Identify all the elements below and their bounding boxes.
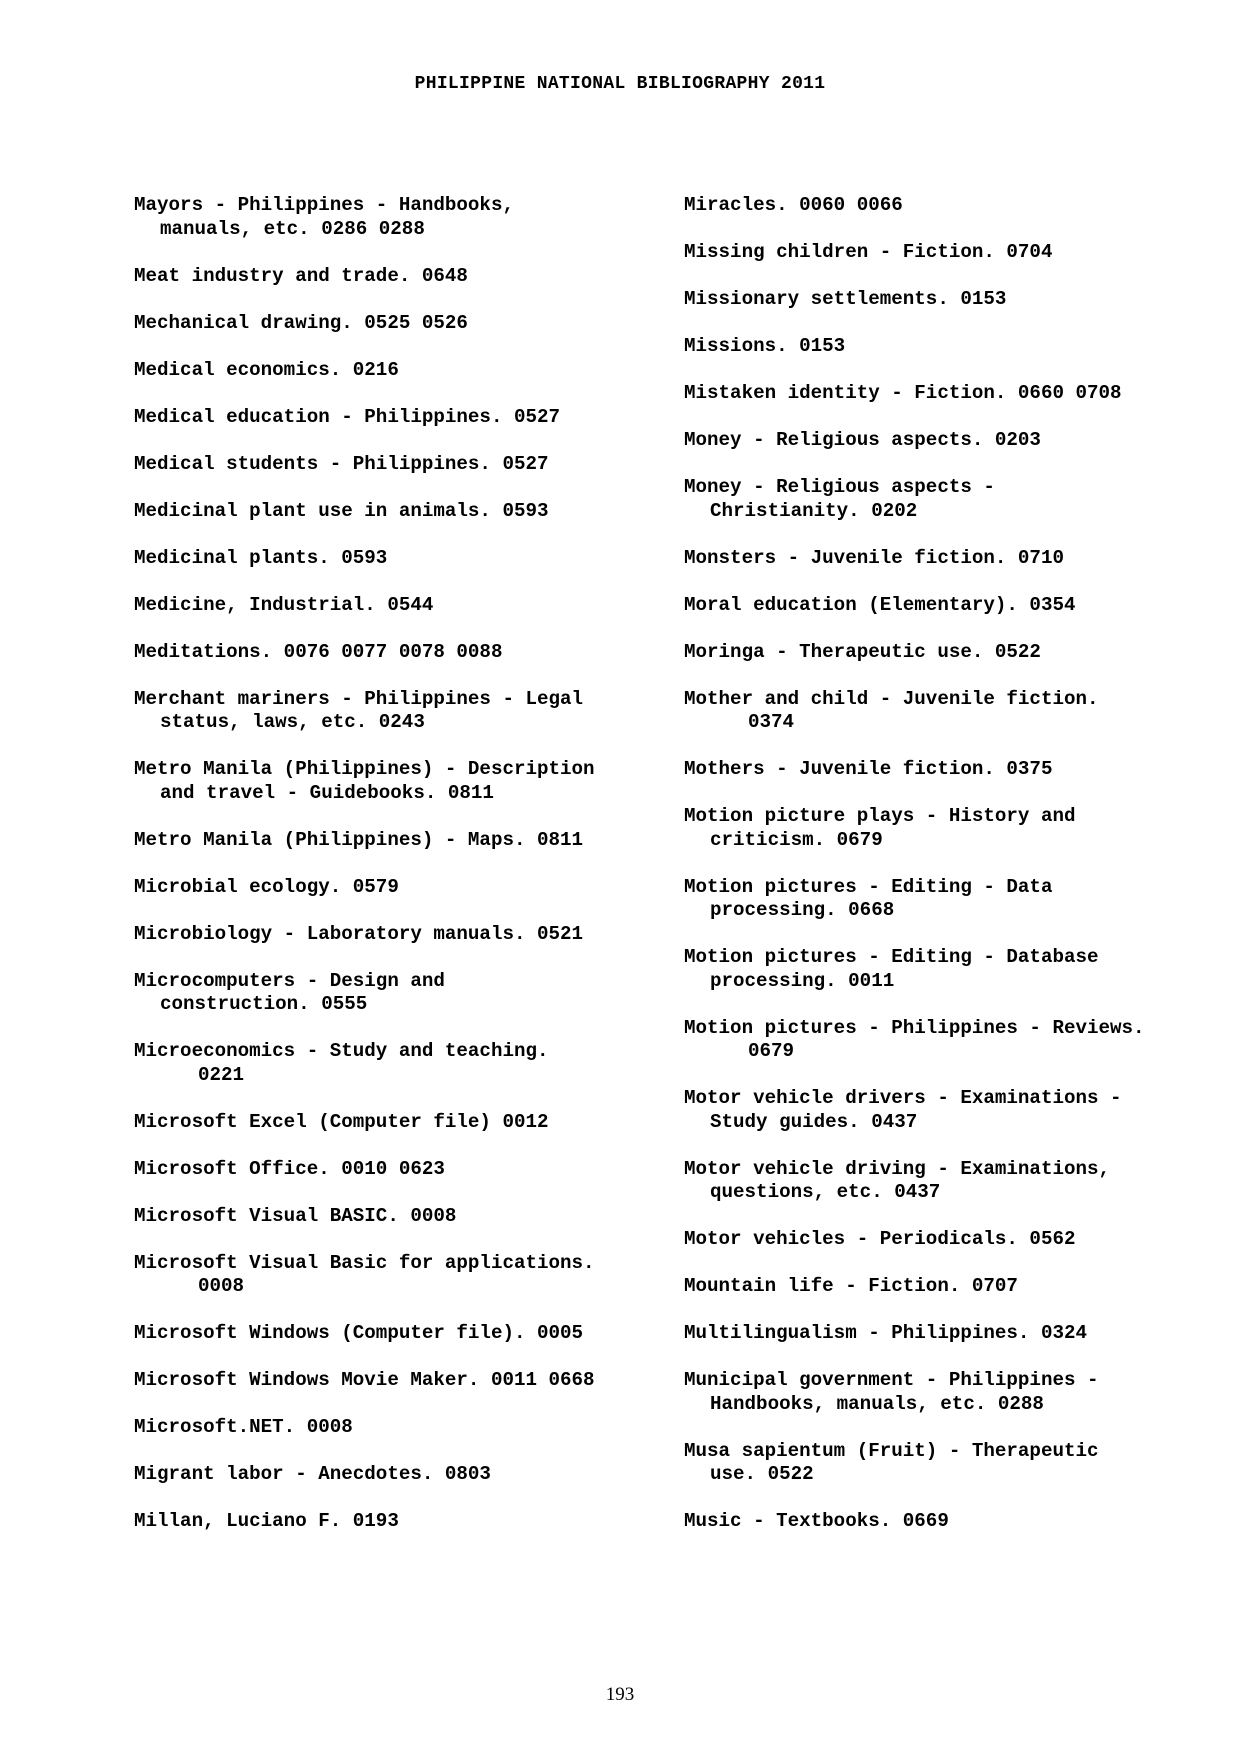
index-entry — [134, 1416, 679, 1440]
index-entry-heading: Motion pictures - Editing - Data — [684, 875, 1053, 898]
index-entry-continuation: construction. 0555 — [160, 993, 368, 1015]
index-entry — [684, 1369, 1224, 1416]
index-entry-heading: Medicinal plants. 0593 — [134, 546, 388, 569]
index-entry — [134, 594, 679, 618]
index-entry-continuation: 0374 — [748, 711, 795, 733]
index-entry — [684, 1440, 1224, 1487]
index-entry-heading: Microsoft Visual Basic for applications. — [134, 1251, 595, 1274]
index-entry-heading: Municipal government - Philippines - — [684, 1369, 1099, 1391]
index-column-left — [134, 194, 679, 1557]
index-entry-heading: Medical education - Philippines. 0527 — [134, 405, 561, 428]
index-entry — [134, 1322, 679, 1346]
index-entry-heading: Metro Manila (Philippines) - Maps. 0811 — [134, 828, 584, 851]
index-entry-continuation: processing. 0011 — [710, 969, 895, 992]
index-entry — [684, 758, 1224, 782]
page-header-title: PHILIPPINE NATIONAL BIBLIOGRAPHY 2011 — [414, 74, 826, 94]
index-column-right — [684, 194, 1224, 1557]
index-entry-heading: Mistaken identity - Fiction. 0660 0708 — [684, 382, 1122, 404]
index-entry-heading: Microsoft Windows (Computer file). 0005 — [134, 1322, 584, 1344]
index-entry-heading: Metro Manila (Philippines) - Description — [134, 758, 595, 780]
index-entry-heading: Motor vehicle drivers - Examinations - — [684, 1087, 1122, 1109]
index-entry-heading: Medicine, Industrial. 0544 — [134, 593, 434, 616]
index-entry — [684, 429, 1224, 453]
index-entry — [134, 923, 679, 947]
index-entry — [134, 312, 679, 336]
index-entry-heading: Microsoft Office. 0010 0623 — [134, 1157, 445, 1180]
index-entry-heading: Motion pictures - Editing - Database — [684, 946, 1099, 968]
index-entry — [684, 547, 1224, 571]
index-entry — [134, 1205, 679, 1229]
index-entry-continuation: 0679 — [748, 1040, 795, 1062]
index-entry-heading: Meat industry and trade. 0648 — [134, 264, 468, 287]
index-entry-heading: Motion pictures - Philippines - Reviews. — [684, 1016, 1145, 1039]
index-entry-heading: Motor vehicle driving - Examinations, — [684, 1157, 1111, 1180]
index-entry-heading: Merchant mariners - Philippines - Legal — [134, 687, 584, 710]
index-entry-continuation: status, laws, etc. 0243 — [160, 711, 425, 733]
index-entry — [134, 265, 679, 289]
index-entry-heading: Microbiology - Laboratory manuals. 0521 — [134, 922, 584, 945]
index-entry-heading: Miracles. 0060 0066 — [684, 194, 903, 216]
index-entry-heading: Missionary settlements. 0153 — [684, 288, 1007, 310]
index-entry — [684, 876, 1224, 923]
index-entry — [134, 500, 679, 524]
index-entry-continuation: manuals, etc. 0286 0288 — [160, 217, 425, 240]
index-entry-heading: Musa sapientum (Fruit) - Therapeutic — [684, 1439, 1099, 1462]
index-entry-heading: Mechanical drawing. 0525 0526 — [134, 311, 468, 334]
index-entry — [134, 359, 679, 383]
index-entry — [684, 1322, 1224, 1346]
index-entry-heading: Microeconomics - Study and teaching. — [134, 1040, 549, 1062]
index-entry-heading: Migrant labor - Anecdotes. 0803 — [134, 1463, 491, 1485]
index-entry-continuation: questions, etc. 0437 — [710, 1181, 941, 1203]
index-entry-heading: Money - Religious aspects - — [684, 476, 995, 498]
index-entry-continuation: processing. 0668 — [710, 899, 895, 921]
index-entry — [134, 453, 679, 477]
index-entry-heading: Music - Textbooks. 0669 — [684, 1510, 949, 1532]
index-entry — [134, 970, 679, 1017]
index-entry-continuation: Study guides. 0437 — [710, 1110, 918, 1133]
index-entry-heading: Mountain life - Fiction. 0707 — [684, 1275, 1018, 1297]
index-entry — [134, 1463, 679, 1487]
index-entry-heading: Medical economics. 0216 — [134, 358, 399, 381]
index-entry — [134, 547, 679, 571]
index-entry-heading: Microsoft Visual BASIC. 0008 — [134, 1204, 457, 1227]
index-entry-heading: Multilingualism - Philippines. 0324 — [684, 1322, 1088, 1344]
index-entry-heading: Moringa - Therapeutic use. 0522 — [684, 640, 1041, 663]
index-entry — [684, 194, 1224, 218]
index-entry-heading: Meditations. 0076 0077 0078 0088 — [134, 640, 503, 663]
index-entry-heading: Mayors - Philippines - Handbooks, — [134, 194, 514, 216]
index-entry — [684, 382, 1224, 406]
index-entry — [134, 1111, 679, 1135]
index-entry-continuation: Christianity. 0202 — [710, 499, 918, 522]
index-entry — [134, 829, 679, 853]
index-entry — [134, 1040, 679, 1087]
index-entry — [134, 641, 679, 665]
index-entry-heading: Medical students - Philippines. 0527 — [134, 452, 549, 475]
index-entry-continuation: and travel - Guidebooks. 0811 — [160, 781, 494, 804]
index-entry — [134, 876, 679, 900]
index-entry — [684, 335, 1224, 359]
index-entry — [684, 1275, 1224, 1299]
index-entry-heading: Missing children - Fiction. 0704 — [684, 241, 1053, 263]
index-entry-continuation: 0008 — [198, 1275, 245, 1297]
index-entry — [684, 1510, 1224, 1534]
index-entry — [134, 406, 679, 430]
index-entry — [684, 476, 1224, 523]
page-number: 193 — [605, 1684, 635, 1705]
index-entry — [134, 1510, 679, 1534]
index-entry — [684, 805, 1224, 852]
index-entry — [134, 758, 679, 805]
index-entry-heading: Microsoft Excel (Computer file) 0012 — [134, 1110, 549, 1133]
index-entry — [134, 1369, 679, 1393]
index-entry — [684, 1087, 1224, 1134]
index-entry — [134, 1252, 679, 1299]
index-entry-heading: Missions. 0153 — [684, 335, 846, 357]
index-entry-heading: Money - Religious aspects. 0203 — [684, 429, 1041, 451]
index-entry — [684, 1017, 1224, 1064]
index-entry — [684, 1158, 1224, 1205]
index-entry-continuation: use. 0522 — [710, 1463, 814, 1485]
index-entry-continuation: Handbooks, manuals, etc. 0288 — [710, 1392, 1044, 1415]
index-entry-heading: Microbial ecology. 0579 — [134, 875, 399, 898]
index-entry — [684, 946, 1224, 993]
index-entry-continuation: 0221 — [198, 1063, 245, 1086]
index-entry-heading: Microsoft Windows Movie Maker. 0011 0668 — [134, 1369, 595, 1391]
index-entry-heading: Monsters - Juvenile fiction. 0710 — [684, 546, 1064, 569]
index-entry-continuation: criticism. 0679 — [710, 828, 883, 851]
index-entry — [134, 1158, 679, 1182]
index-entry-heading: Microcomputers - Design and — [134, 969, 445, 992]
index-entry-heading: Millan, Luciano F. 0193 — [134, 1510, 399, 1532]
index-entry — [684, 594, 1224, 618]
index-entry-heading: Moral education (Elementary). 0354 — [684, 593, 1076, 616]
index-entry-heading: Microsoft.NET. 0008 — [134, 1416, 353, 1438]
index-entry — [684, 288, 1224, 312]
index-entry — [134, 688, 679, 735]
index-entry-heading: Medicinal plant use in animals. 0593 — [134, 499, 549, 522]
index-entry — [134, 194, 679, 241]
index-entry-heading: Motor vehicles - Periodicals. 0562 — [684, 1228, 1076, 1250]
index-entry — [684, 1228, 1224, 1252]
index-entry — [684, 688, 1224, 735]
index-entry-heading: Motion picture plays - History and — [684, 805, 1076, 827]
index-entry-heading: Mothers - Juvenile fiction. 0375 — [684, 758, 1053, 780]
index-entry-heading: Mother and child - Juvenile fiction. — [684, 687, 1099, 710]
index-entry — [684, 241, 1224, 265]
index-entry — [684, 641, 1224, 665]
